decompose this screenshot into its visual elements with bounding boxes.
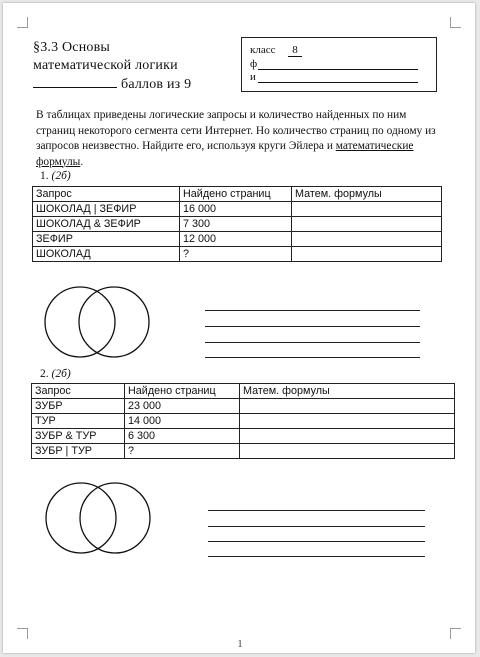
task1-answer-line[interactable] [205, 342, 420, 343]
formulas-link[interactable]: математические формулы [36, 140, 414, 168]
task2-points: (2б) [51, 368, 71, 380]
student-info-box [241, 37, 437, 92]
surname-field[interactable] [258, 69, 418, 70]
formula-cell[interactable] [240, 414, 455, 429]
table-header-row [32, 384, 455, 399]
pages-found-cell: 16 000 [180, 202, 292, 217]
table-header-row [33, 187, 442, 202]
surname-label: ф [250, 58, 258, 70]
pages-found-cell[interactable]: ? [125, 444, 240, 459]
class-label: класс [250, 44, 276, 56]
surname-row [250, 58, 257, 71]
task1-table [32, 186, 442, 262]
formula-cell[interactable] [240, 429, 455, 444]
page-number: 1 [237, 638, 243, 650]
pages-found-cell: 12 000 [180, 232, 292, 247]
task1-label [40, 170, 71, 182]
class-value[interactable]: 8 [288, 45, 302, 57]
formula-cell[interactable] [240, 399, 455, 414]
column-header: Найдено страниц [125, 384, 240, 399]
score-line [33, 75, 233, 94]
pages-found-cell: 14 000 [125, 414, 240, 429]
section-title-line1: §3.3 Основы [33, 40, 111, 55]
table-row [33, 232, 442, 247]
score-suffix: баллов из 9 [121, 77, 192, 92]
pages-found-cell[interactable]: ? [180, 247, 292, 262]
task1-answer-line[interactable] [205, 357, 420, 358]
euler-circle-right [80, 483, 150, 553]
task2-answer-line[interactable] [208, 556, 425, 557]
table-row [32, 444, 455, 459]
score-input-blank[interactable] [33, 75, 117, 88]
page-corner-mark [17, 17, 28, 28]
name-row [250, 71, 256, 84]
column-header: Матем. формулы [240, 384, 455, 399]
task2-euler-circles[interactable] [41, 478, 155, 558]
formula-cell[interactable] [240, 444, 455, 459]
column-header: Запрос [33, 187, 180, 202]
task1-euler-circles[interactable] [40, 282, 154, 362]
euler-circle-left [46, 483, 116, 553]
query-cell: ЗЕФИР [33, 232, 180, 247]
table-row [32, 399, 455, 414]
task2-label [40, 368, 71, 380]
formula-cell[interactable] [292, 247, 442, 262]
pages-found-cell: 7 300 [180, 217, 292, 232]
task2-answer-line[interactable] [208, 510, 425, 511]
instructions-end: . [80, 155, 84, 168]
column-header: Найдено страниц [180, 187, 292, 202]
page-corner-mark [450, 17, 461, 28]
query-cell: ЗУБР [32, 399, 125, 414]
formula-cell[interactable] [292, 217, 442, 232]
task2-number: 2. [40, 368, 49, 380]
name-label: и [250, 71, 256, 83]
class-row [250, 44, 302, 57]
pages-found-cell: 23 000 [125, 399, 240, 414]
query-cell: ШОКОЛАД | ЗЕФИР [33, 202, 180, 217]
task2-answer-line[interactable] [208, 541, 425, 542]
table-row [32, 429, 455, 444]
query-cell: ТУР [32, 414, 125, 429]
column-header: Запрос [32, 384, 125, 399]
formula-cell[interactable] [292, 202, 442, 217]
pages-found-cell: 6 300 [125, 429, 240, 444]
euler-circle-right [79, 287, 149, 357]
euler-circle-left [45, 287, 115, 357]
table-row [32, 414, 455, 429]
table-row [33, 202, 442, 217]
task1-answer-line[interactable] [205, 310, 420, 311]
task1-number: 1. [40, 170, 49, 182]
table-row [33, 217, 442, 232]
task-instructions [36, 108, 438, 170]
task1-points: (2б) [51, 170, 71, 182]
section-title [33, 39, 233, 94]
query-cell: ШОКОЛАД & ЗЕФИР [33, 217, 180, 232]
formula-cell[interactable] [292, 232, 442, 247]
column-header: Матем. формулы [292, 187, 442, 202]
instructions-text: В таблицах приведены логические запросы и количество найденных по ним страниц некоторого сегмента сети Интернет. Но количество страниц по одному из запросов неизвестно. Найдите его, используя круги Эйлера и [36, 109, 436, 152]
table-row [33, 247, 442, 262]
task1-answer-line[interactable] [205, 326, 420, 327]
task2-table [31, 383, 455, 459]
query-cell: ЗУБР & ТУР [32, 429, 125, 444]
task2-answer-line[interactable] [208, 526, 425, 527]
section-title-line2: математической логики [33, 58, 178, 73]
query-cell: ШОКОЛАД [33, 247, 180, 262]
name-field[interactable] [258, 82, 418, 83]
query-cell: ЗУБР | ТУР [32, 444, 125, 459]
